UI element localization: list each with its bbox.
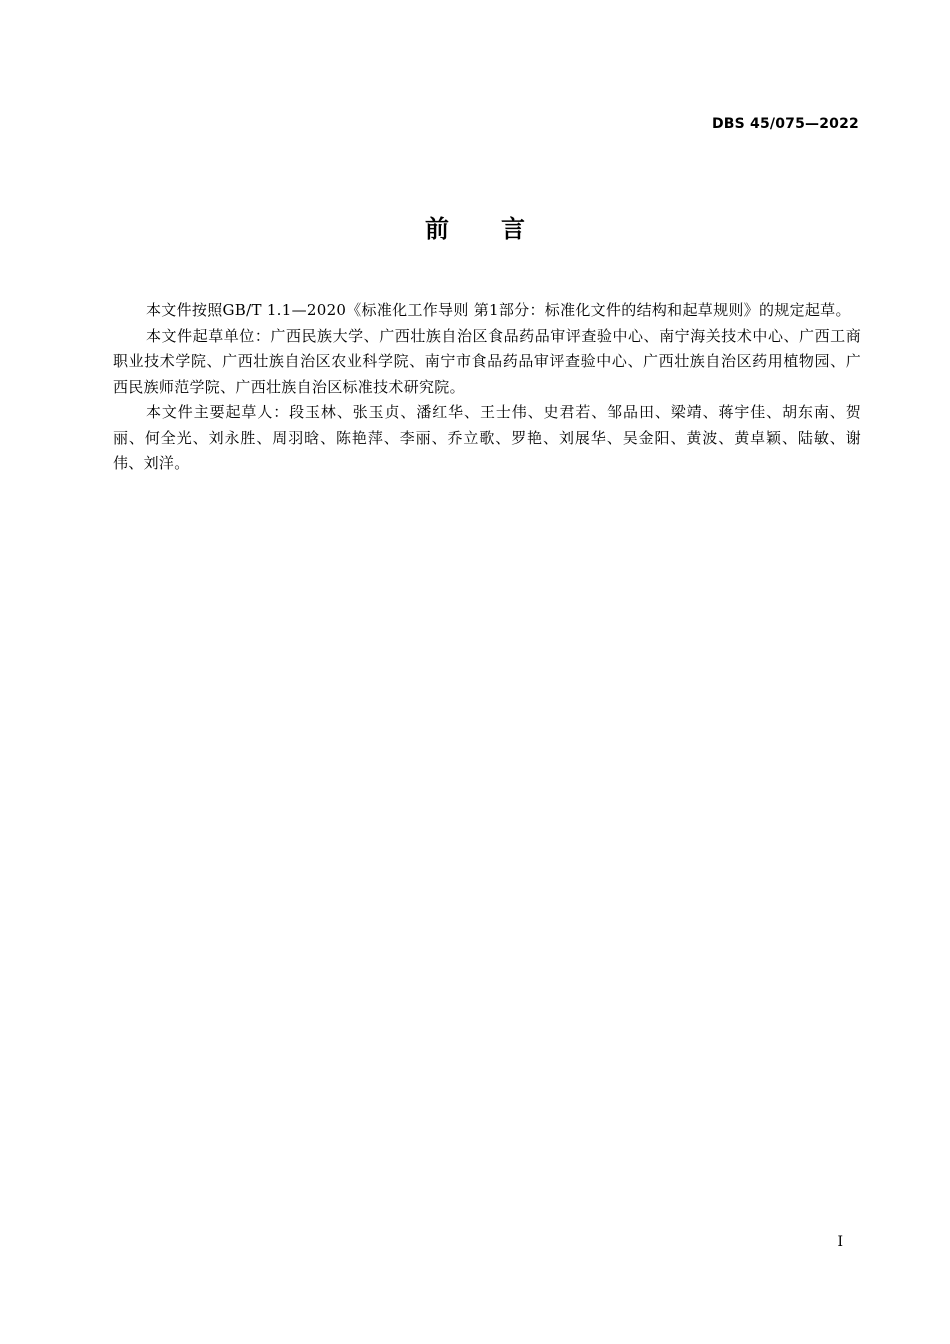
document-code: DBS 45/075—2022 <box>711 116 859 132</box>
paragraph-drafting-rules: 本文件按照GB/T 1.1—2020《标准化工作导则 第1部分：标准化文件的结构和起草规则》的规定起草。 <box>146 301 851 319</box>
page-title: 前言 <box>425 215 577 243</box>
foreword-body <box>113 298 861 477</box>
page-number: I <box>837 1234 843 1250</box>
paragraph-drafters: 本文件主要起草人：段玉林、张玉贞、潘红华、王士伟、史君若、邹品田、梁靖、蒋宇佳、胡东南、贺丽、何全光、刘永胜、周羽晗、陈艳萍、李丽、乔立歌、罗艳、刘展华、吴金阳、黄波、黄卓颖、陆敏、谢伟、刘洋。 <box>113 403 861 472</box>
paragraph-drafting-units: 本文件起草单位：广西民族大学、广西壮族自治区食品药品审评查验中心、南宁海关技术中心、广西工商职业技术学院、广西壮族自治区农业科学院、南宁市食品药品审评查验中心、广西壮族自治区药用植物园、广西民族师范学院、广西壮族自治区标准技术研究院。 <box>113 326 861 396</box>
